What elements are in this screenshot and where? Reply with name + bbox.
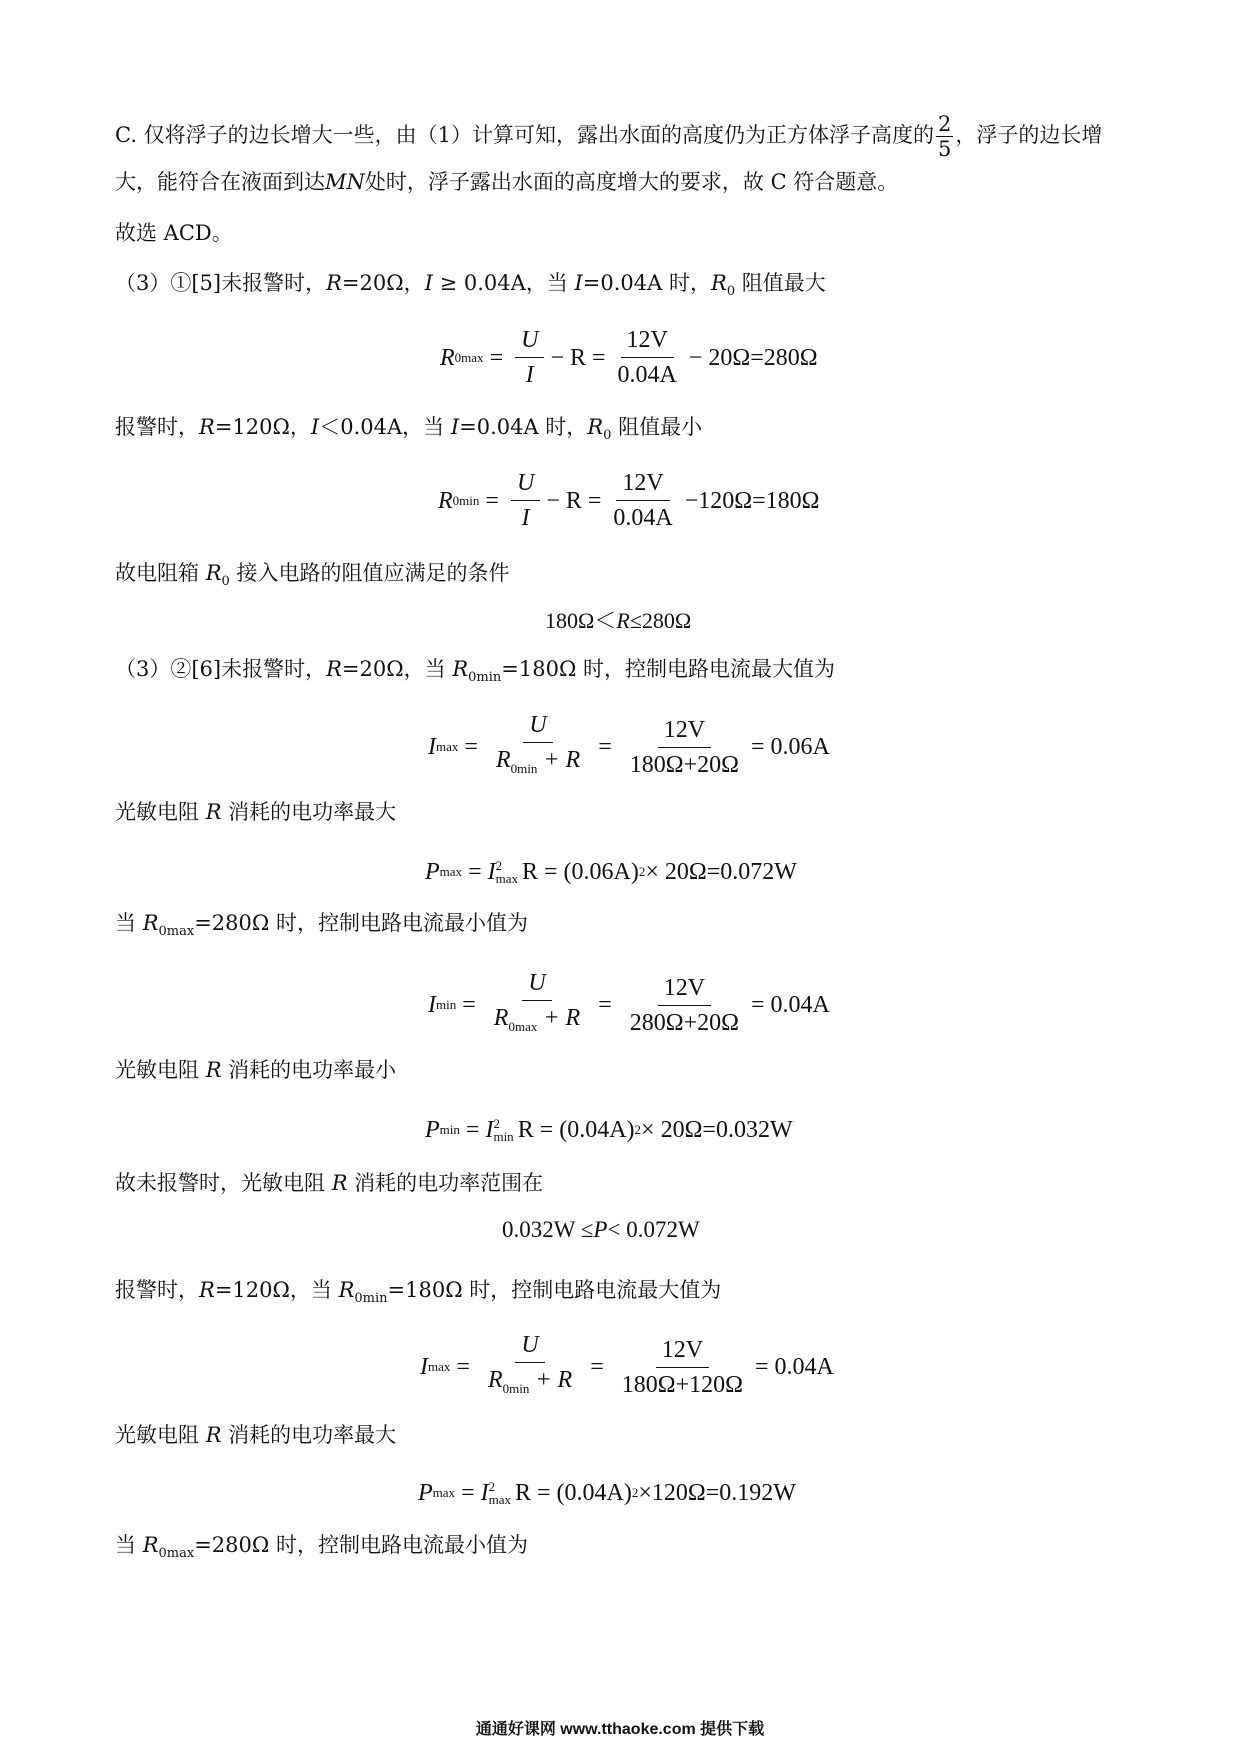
math-var: R	[205, 1058, 222, 1082]
math-subscript: min	[436, 997, 457, 1012]
fraction-denominator	[482, 1363, 578, 1404]
fraction-numerator: U	[515, 1330, 544, 1363]
text-segment: 故未报警时，光敏电阻	[115, 1171, 332, 1195]
math-subscript: 0min	[452, 492, 480, 508]
equation-imin-1: I min = $\frac{U}{R_{0max} + R}$ = $\frac{12V}{280\Omega+20\Omega}$ = 0.04A	[428, 968, 830, 1042]
math-var: P	[593, 1217, 608, 1242]
text-segment: =180Ω 时，控制电路电流最大值为	[501, 657, 836, 681]
math-var: I	[310, 415, 320, 439]
text-segment: =280Ω 时，控制电路电流最小值为	[194, 911, 528, 935]
math-var: P	[425, 1117, 440, 1143]
math-text: × 20Ω=0.072W	[645, 859, 797, 885]
fraction	[482, 1330, 578, 1404]
math-var: + R	[543, 1005, 581, 1031]
math-var: R	[326, 271, 342, 295]
math-text: < 0.072W	[607, 1217, 700, 1242]
math-var: R	[205, 800, 222, 824]
text-line-s1	[115, 268, 1145, 307]
math-text: × 20Ω=0.032W	[641, 1117, 793, 1143]
fraction	[511, 468, 540, 533]
math-subscript: 0	[603, 428, 612, 444]
math-text: 180Ω＜	[545, 608, 617, 633]
math-var: R	[452, 657, 469, 681]
math-var: R	[338, 1278, 355, 1302]
text-segment: =120Ω，当	[214, 1278, 339, 1302]
math-text: 0.032W ≤	[502, 1217, 594, 1242]
math-text: R = (0.06A)	[522, 859, 639, 885]
math-text: − R =	[550, 344, 606, 371]
math-text: − R =	[546, 487, 602, 514]
math-superscript: 2	[488, 1479, 496, 1494]
fraction-denominator: 5	[938, 137, 952, 161]
fraction	[490, 710, 586, 784]
fraction-numerator: U	[523, 710, 552, 743]
text-line-s3	[115, 558, 1145, 597]
text-segment: 消耗的电功率最小	[221, 1058, 397, 1082]
text-segment: =20Ω，	[341, 271, 425, 295]
math-var: I	[428, 734, 436, 760]
text-line-s10	[115, 1420, 1145, 1450]
equation-pmax-1: P max = I 2 max R = (0.06A) 2 × 20Ω=0.072W	[425, 858, 797, 886]
text-segment: 阻值最小	[611, 415, 703, 439]
math-subscript: 0min	[468, 670, 502, 686]
math-subscript: min	[439, 1122, 460, 1137]
fraction-denominator: I	[525, 362, 534, 388]
text-segment: 光敏电阻	[115, 1423, 206, 1447]
fraction-denominator: 0.04A	[613, 505, 673, 531]
text-segment: 大，能符合在液面到达	[115, 170, 325, 194]
fraction-numerator: U	[511, 468, 540, 501]
math-subscript: 0max	[158, 1546, 195, 1562]
math-subscript: 0min	[354, 1291, 388, 1307]
equation-pmin-1: P min = I 2 min R = (0.04A) 2 × 20Ω=0.032W	[425, 1116, 793, 1144]
math-var: R	[487, 1367, 503, 1393]
math-text: R = (0.04A)	[515, 1480, 632, 1506]
text-line-s11	[115, 1530, 1145, 1569]
text-line-s8	[115, 1168, 1145, 1198]
fraction-numerator: 12V	[616, 468, 669, 501]
math-subscript: max	[436, 739, 459, 754]
text-line-s6	[115, 908, 1145, 947]
math-subscript: 0min	[510, 761, 538, 776]
math-var: R	[331, 1171, 348, 1195]
text-line-s2	[115, 412, 1145, 451]
text-segment: 消耗的电功率范围在	[347, 1171, 544, 1195]
fraction-denominator: I	[521, 505, 530, 531]
text-segment: （3）①[5]未报警时，	[115, 271, 327, 295]
equation-power-range	[502, 1215, 700, 1245]
math-var: I	[450, 415, 460, 439]
equation-r0max: R 0max = $\frac{U}{I}$ − R = $\frac{12V}{0.04A}$ − 20Ω=280Ω	[440, 327, 818, 388]
math-var: P	[425, 859, 440, 885]
math-var: P	[418, 1480, 433, 1506]
math-var: R	[326, 657, 342, 681]
text-segment: 故电阻箱	[115, 561, 206, 585]
fraction-numerator: 12V	[621, 325, 674, 358]
math-superscript: 2	[634, 1122, 642, 1137]
text-segment: ≥ 0.04A，当	[432, 271, 575, 295]
text-segment: =0.04A 时，	[582, 271, 711, 295]
text-segment: 消耗的电功率最大	[221, 1423, 397, 1447]
math-subscript: 0max	[454, 349, 484, 365]
equation-range-r0	[545, 606, 691, 636]
text-segment: 阻值最大	[735, 271, 826, 295]
equation-imax-1: I max = $\frac{U}{R_{0min} + R}$ = $\frac{12V}{180\Omega+20\Omega}$ = 0.06A	[428, 710, 830, 784]
text-segment: ＜0.04A，当	[319, 415, 451, 439]
math-var: + R	[543, 747, 581, 773]
equation-imax-2: I max = $\frac{U}{R_{0min} + R}$ = $\frac{12V}{180\Omega+120\Omega}$ = 0.04A	[420, 1330, 834, 1404]
text-line-c3	[115, 218, 1145, 248]
math-text: = 0.04A	[750, 992, 830, 1018]
fraction-numerator: 12V	[658, 715, 711, 748]
math-text: −120Ω=180Ω	[684, 487, 820, 514]
math-var: I	[487, 859, 496, 885]
math-var: + R	[535, 1367, 573, 1393]
math-subscript: max	[428, 1359, 451, 1374]
math-var: R	[199, 1278, 215, 1302]
math-subscript: max	[439, 864, 463, 879]
math-var: R	[438, 487, 453, 514]
math-var: R	[616, 608, 630, 633]
text-segment: =120Ω，	[214, 415, 311, 439]
math-superscript: 2	[638, 864, 646, 879]
math-superscript: 2	[493, 1116, 500, 1131]
fraction-denominator	[488, 1001, 586, 1042]
fraction-numerator: 2	[938, 112, 952, 136]
math-var: MN	[325, 170, 365, 194]
math-subscript: 0	[221, 574, 230, 590]
text-segment: =180Ω 时，控制电路电流最大值为	[387, 1278, 722, 1302]
math-text: ×120Ω=0.192W	[638, 1480, 796, 1506]
text-segment: =280Ω 时，控制电路电流最小值为	[194, 1533, 528, 1557]
math-var: I	[420, 1354, 428, 1380]
text-segment: （3）②[6]未报警时，	[115, 657, 327, 681]
math-text: − 20Ω=280Ω	[688, 344, 818, 371]
equation-r0min: R 0min = $\frac{U}{I}$ − R = $\frac{12V}{0.04A}$ −120Ω=180Ω	[438, 470, 820, 531]
math-superscript: 2	[631, 1485, 639, 1500]
math-var: I	[428, 992, 436, 1018]
text-line-s9	[115, 1275, 1145, 1314]
math-text: = 0.04A	[754, 1354, 834, 1380]
math-var: R	[199, 415, 215, 439]
text-line-c1	[115, 112, 1145, 161]
fraction-numerator: U	[522, 968, 551, 1001]
text-segment: 报警时，	[115, 1278, 199, 1302]
text-segment: 故选 ACD。	[115, 221, 233, 245]
text-segment: C. 仅将浮子的边长增大一些，由（1）计算可知，露出水面的高度仍为正方体浮子高度的	[115, 123, 935, 147]
math-var: I	[485, 1117, 494, 1143]
text-line-s4	[115, 654, 1145, 693]
math-subscript: max	[432, 1485, 456, 1500]
math-var: R	[205, 1423, 222, 1447]
math-text: = 0.06A	[750, 734, 830, 760]
math-var: R	[493, 1005, 509, 1031]
math-subscript: min	[493, 1129, 514, 1144]
text-segment: 处时，浮子露出水面的高度增大的要求，故 C 符合题意。	[364, 170, 899, 194]
math-var: R	[440, 344, 455, 371]
fraction	[488, 968, 586, 1042]
math-var: I	[480, 1480, 489, 1506]
fraction-denominator: 0.04A	[617, 362, 677, 388]
math-subscript: 0	[726, 284, 736, 300]
text-segment: 报警时，	[115, 415, 199, 439]
math-var: R	[587, 415, 604, 439]
math-var: R	[205, 561, 222, 585]
math-subscript: max	[488, 1492, 511, 1507]
math-var: I	[424, 271, 433, 295]
text-line-s7	[115, 1055, 1145, 1085]
text-segment: 消耗的电功率最大	[221, 800, 397, 824]
math-text: R = (0.04A)	[517, 1117, 635, 1143]
text-segment: 光敏电阻	[115, 800, 206, 824]
fraction	[515, 325, 544, 390]
text-segment: 当	[115, 1533, 143, 1557]
fraction-denominator: 180Ω+20Ω	[629, 751, 739, 778]
text-segment: 光敏电阻	[115, 1058, 206, 1082]
text-segment: =0.04A 时，	[459, 415, 588, 439]
math-subscript: max	[495, 871, 518, 886]
page-footer: 通通好课网 www.tthaoke.com 提供下载	[475, 1721, 765, 1738]
fraction-numerator: 12V	[658, 973, 711, 1006]
math-subscript: 0max	[508, 1019, 538, 1034]
equation-pmax-2: P max = I 2 max R = (0.04A) 2 ×120Ω=0.192W	[418, 1479, 796, 1507]
math-var: R	[495, 747, 511, 773]
text-line-c2	[115, 167, 1145, 197]
text-segment: 当	[115, 911, 143, 935]
text-segment: 接入电路的阻值应满足的条件	[229, 561, 510, 585]
fraction-denominator: 280Ω+20Ω	[629, 1009, 739, 1036]
math-var: R	[711, 271, 727, 295]
math-var: R	[142, 1533, 159, 1557]
math-var: R	[142, 911, 159, 935]
fraction-numerator: U	[515, 325, 544, 358]
math-var: I	[574, 271, 583, 295]
math-subscript: 0max	[158, 924, 195, 940]
text-line-s5	[115, 797, 1145, 827]
fraction	[624, 715, 745, 780]
fraction	[624, 973, 745, 1038]
fraction-numerator: 12V	[656, 1335, 709, 1368]
math-superscript: 2	[495, 858, 503, 873]
fraction	[612, 325, 683, 390]
text-segment: ，浮子的边长增	[955, 123, 1103, 147]
math-subscript: 0min	[502, 1381, 530, 1396]
fraction-denominator	[490, 743, 586, 784]
fraction-denominator: 180Ω+120Ω	[621, 1371, 743, 1398]
inline-fraction	[936, 112, 953, 161]
fraction	[616, 1335, 749, 1400]
fraction	[607, 468, 678, 533]
math-text: ≤280Ω	[629, 608, 692, 633]
text-segment: =20Ω，当	[341, 657, 453, 681]
